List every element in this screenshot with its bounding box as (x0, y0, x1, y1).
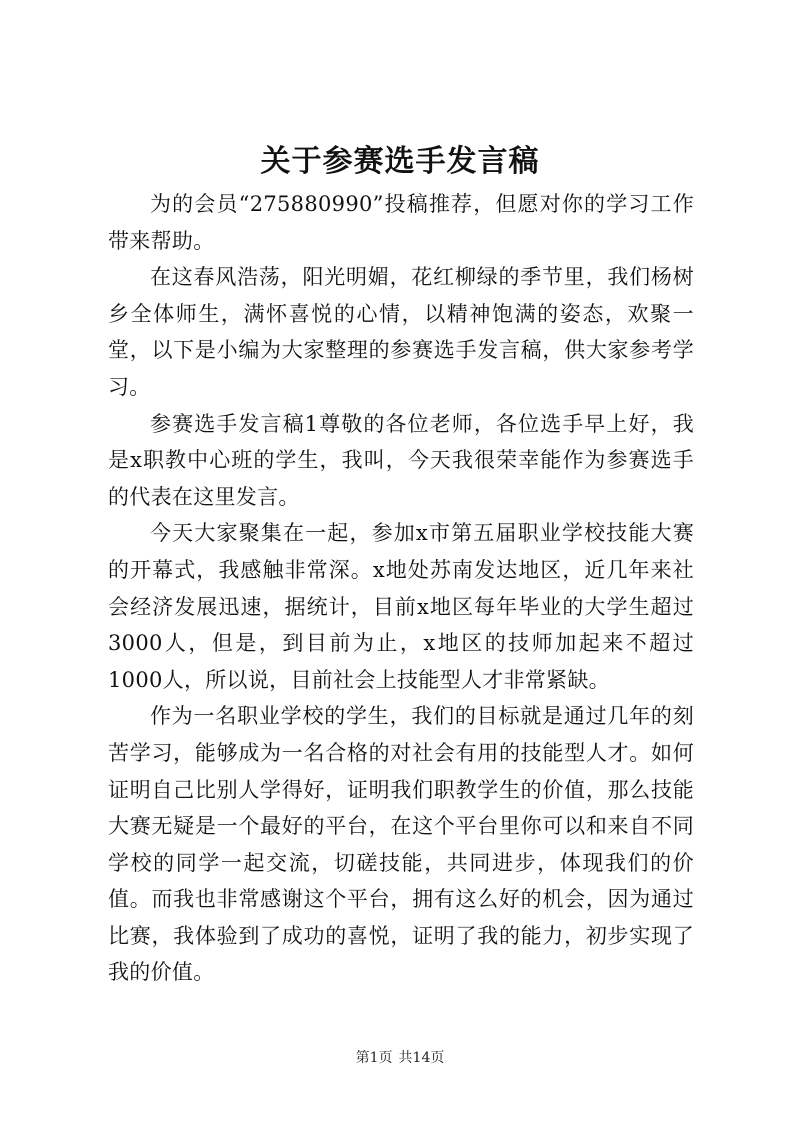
page-number: 第1页 (355, 1050, 393, 1066)
document-title: 关于参赛选手发言稿 (260, 144, 540, 179)
paragraph-speech-start: 参赛选手发言稿1尊敬的各位老师，各位选手早上好，我是x职教中心班的学生，我叫，今天我很荣幸能作为参赛选手的代表在这里发言。 (108, 411, 694, 509)
paragraph-goal: 作为一名职业学校的学生，我们的目标就是通过几年的刻苦学习，能够成为一名合格的对社会有用的技能型人才。如何证明自己比别人学得好，证明我们职教学生的价值，那么技能大赛无疑是一个最好的平台，在这个平台里你可以和来自不同学校的同学一起交流，切磋技能，共同进步，体现我们的价值。而我也非常感谢这个平台，拥有这么好的机会，因为通过比赛，我体验到了成功的喜悦，证明了我的能力，初步实现了我的价值。 (108, 704, 694, 985)
paragraph-opening: 在这春风浩荡，阳光明媚，花红柳绿的季节里，我们杨树乡全体师生，满怀喜悦的心情，以精神饱满的姿态，欢聚一堂，以下是小编为大家整理的参赛选手发言稿，供大家参考学习。 (108, 265, 694, 399)
page-footer (0, 1048, 800, 1068)
paragraph-competition: 今天大家聚集在一起，参加x市第五届职业学校技能大赛的开幕式，我感触非常深。x地处苏南发达地区，近几年来社会经济发展迅速，据统计，目前x地区每年毕业的大学生超过3000人，但是，到目前为止，x地区的技师加起来不超过1000人，所以说，目前社会上技能型人才非常紧缺。 (108, 521, 694, 692)
paragraph-intro: 为的会员“275880990”投稿推荐，但愿对你的学习工作带来帮助。 (108, 192, 694, 253)
document-body (108, 186, 694, 991)
page-total: 共14页 (398, 1050, 445, 1066)
